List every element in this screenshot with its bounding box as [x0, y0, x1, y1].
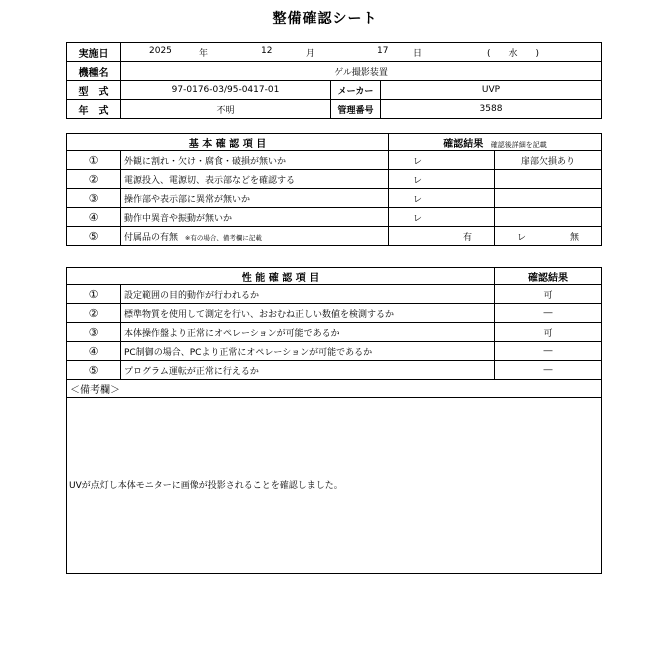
- maker-value: UVP: [381, 81, 602, 100]
- basic-row-detail: 扉部欠損あり: [495, 151, 602, 170]
- performance-check-table: [66, 267, 602, 574]
- basic-row-check: レ: [389, 208, 495, 227]
- page-title: 整備確認シート: [272, 11, 378, 27]
- date-row: [121, 43, 602, 62]
- accessories-yes: 有: [389, 227, 495, 246]
- basic-row-number: ③: [67, 189, 121, 208]
- basic-result-note: 確認後詳細を記載: [490, 140, 547, 149]
- basic-row-detail: [495, 170, 602, 189]
- date-year: 2025: [149, 46, 172, 56]
- accessories-no: 無: [570, 233, 580, 243]
- basic-row-number: ⑤: [67, 227, 121, 246]
- basic-row-check: レ: [389, 170, 495, 189]
- basic-row-text: 外観に割れ・欠け・腐食・破損が無いか: [121, 151, 389, 170]
- date-day: 17: [377, 46, 389, 56]
- performance-result-header: 確認結果: [495, 268, 602, 285]
- date-label: 実施日: [67, 43, 121, 62]
- basic-check-table: [66, 133, 602, 246]
- performance-row-text: 設定範囲の目的動作が行われるか: [121, 285, 495, 304]
- basic-row-number: ②: [67, 170, 121, 189]
- performance-row-text: PC制御の場合、PCより正常にオペレーションが可能であるか: [121, 342, 495, 361]
- performance-row-text: プログラム運転が正常に行えるか: [121, 361, 495, 380]
- date-year-unit: 年: [199, 49, 209, 59]
- performance-row-result: 可: [495, 285, 602, 304]
- date-day-unit: 日: [413, 49, 423, 59]
- info-table: [66, 42, 602, 119]
- remarks-label: ＜備考欄＞: [67, 380, 602, 398]
- basic-row-check: レ: [389, 151, 495, 170]
- type-label: 型 式: [67, 81, 121, 100]
- remarks-text: UVが点灯し本体モニターに画像が投影されることを確認しました。: [69, 481, 343, 491]
- manage-value: 3588: [381, 100, 602, 119]
- accessories-check: レ: [517, 233, 527, 243]
- performance-header: 性 能 確 認 項 目: [67, 268, 495, 285]
- accessories-note: ※有の場合、備考欄に記載: [184, 233, 262, 242]
- year-value: 不明: [121, 100, 331, 119]
- performance-row-result: ―: [495, 342, 602, 361]
- basic-row-detail: [495, 208, 602, 227]
- basic-row-detail: [495, 189, 602, 208]
- accessories-label: 付属品の有無: [124, 232, 179, 243]
- basic-row-text-accessories: [121, 227, 389, 246]
- model-value: ゲル撮影装置: [121, 62, 602, 81]
- basic-row-text: 電源投入、電源切、表示部などを確認する: [121, 170, 389, 189]
- basic-row-check: レ: [389, 189, 495, 208]
- performance-row-number: ⑤: [67, 361, 121, 380]
- performance-row-number: ④: [67, 342, 121, 361]
- performance-row-text: 標準物質を使用して測定を行い、おおむね正しい数値を検測するか: [121, 304, 495, 323]
- performance-row-result: ―: [495, 304, 602, 323]
- accessories-check-cell: [495, 227, 602, 246]
- date-weekday: ( 水 ): [487, 49, 540, 59]
- performance-row-number: ①: [67, 285, 121, 304]
- maker-label: メーカー: [331, 81, 381, 100]
- manage-label: 管理番号: [331, 100, 381, 119]
- year-label: 年 式: [67, 100, 121, 119]
- model-label: 機種名: [67, 62, 121, 81]
- basic-row-text: 操作部や表示部に異常が無いか: [121, 189, 389, 208]
- basic-row-text: 動作中異音や振動が無いか: [121, 208, 389, 227]
- performance-row-text: 本体操作盤より正常にオペレーションが可能であるか: [121, 323, 495, 342]
- performance-row-result: 可: [495, 323, 602, 342]
- basic-header: 基 本 確 認 項 目: [67, 134, 389, 151]
- performance-row-result: ―: [495, 361, 602, 380]
- basic-row-number: ④: [67, 208, 121, 227]
- date-month-unit: 月: [306, 49, 316, 59]
- type-value: 97-0176-03/95-0417-01: [121, 81, 331, 100]
- date-month: 12: [261, 46, 273, 56]
- performance-row-number: ③: [67, 323, 121, 342]
- remarks-box: [67, 398, 602, 574]
- basic-result-header: [389, 134, 602, 151]
- basic-row-number: ①: [67, 151, 121, 170]
- basic-result-title: 確認結果: [443, 138, 484, 150]
- performance-row-number: ②: [67, 304, 121, 323]
